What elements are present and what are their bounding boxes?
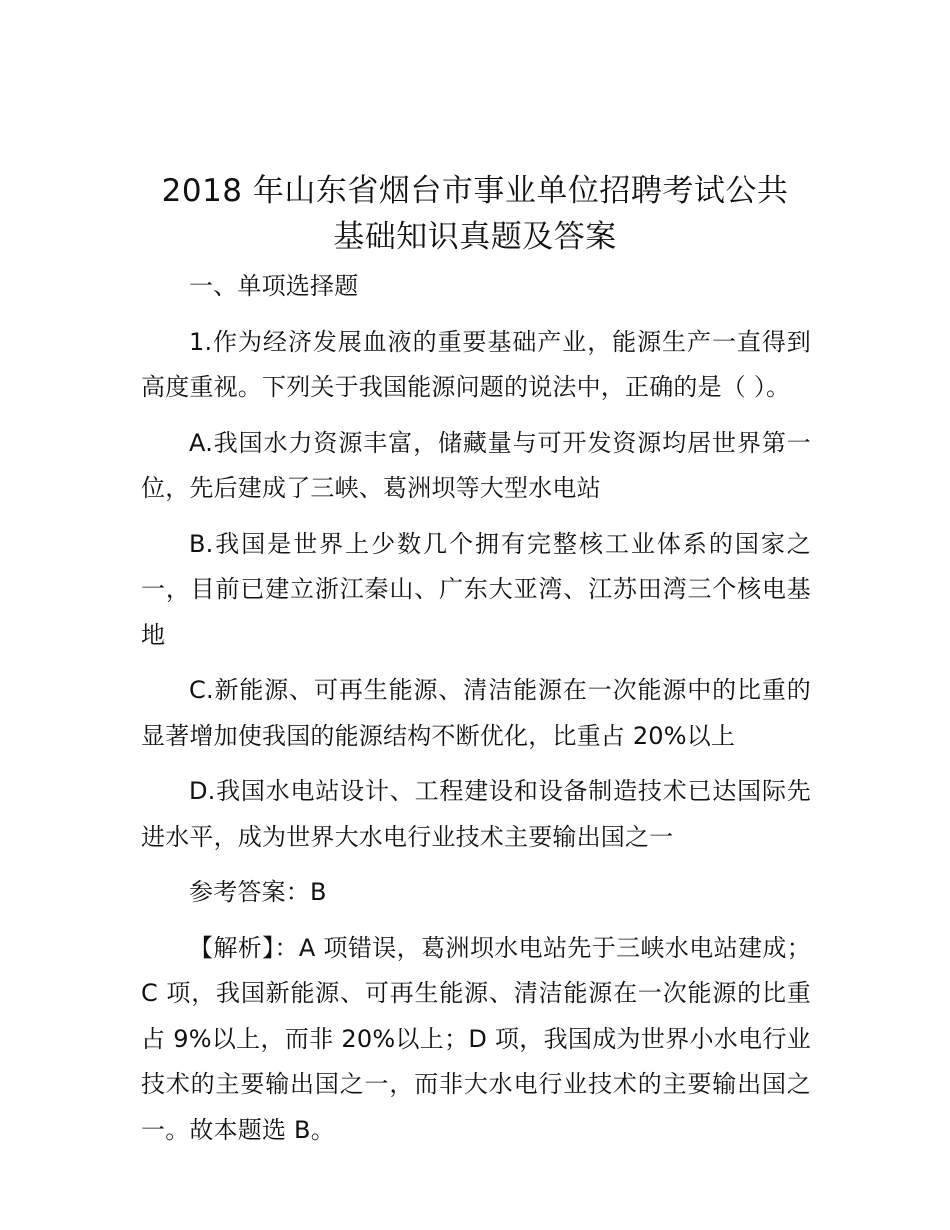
option-b: B.我国是世界上少数几个拥有完整核工业体系的国家之一，目前已建立浙江秦山、广东大亚湾、江苏田湾三个核电基地: [141, 529, 811, 649]
question-text: 1.作为经济发展血液的重要基础产业，能源生产一直得到高度重视。下列关于我国能源问题的说法中，正确的是（ ）。: [141, 327, 811, 401]
option-c: C.新能源、可再生能源、清洁能源在一次能源中的比重的显著增加使我国的能源结构不断优化，比重占 20%以上: [141, 676, 811, 750]
document-body: [141, 264, 811, 1163]
analysis-text: 【解析】：A 项错误，葛洲坝水电站先于三峡水电站建成；C 项，我国新能源、可再生能源、清洁能源在一次能源的比重占 9%以上，而非 20%以上；D 项，我国成为世界小水电行业技术的主要输出国之一，而非大水电行业技术的主要输出国之一。故本题选 B。: [141, 933, 811, 1144]
title-line-1: 2018 年山东省烟台市事业单位招聘考试公共: [161, 173, 789, 209]
section-heading: 一、单项选择题: [189, 272, 359, 300]
document-title: [0, 168, 950, 260]
option-d: D.我国水电站设计、工程建设和设备制造技术已达国际先进水平，成为世界大水电行业技术主要输出国之一: [141, 777, 811, 851]
option-a: A.我国水力资源丰富，储藏量与可开发资源均居世界第一位，先后建成了三峡、葛洲坝等大型水电站: [141, 428, 811, 502]
reference-answer: 参考答案：B: [189, 878, 327, 906]
title-line-2: 基础知识真题及答案: [333, 219, 617, 255]
